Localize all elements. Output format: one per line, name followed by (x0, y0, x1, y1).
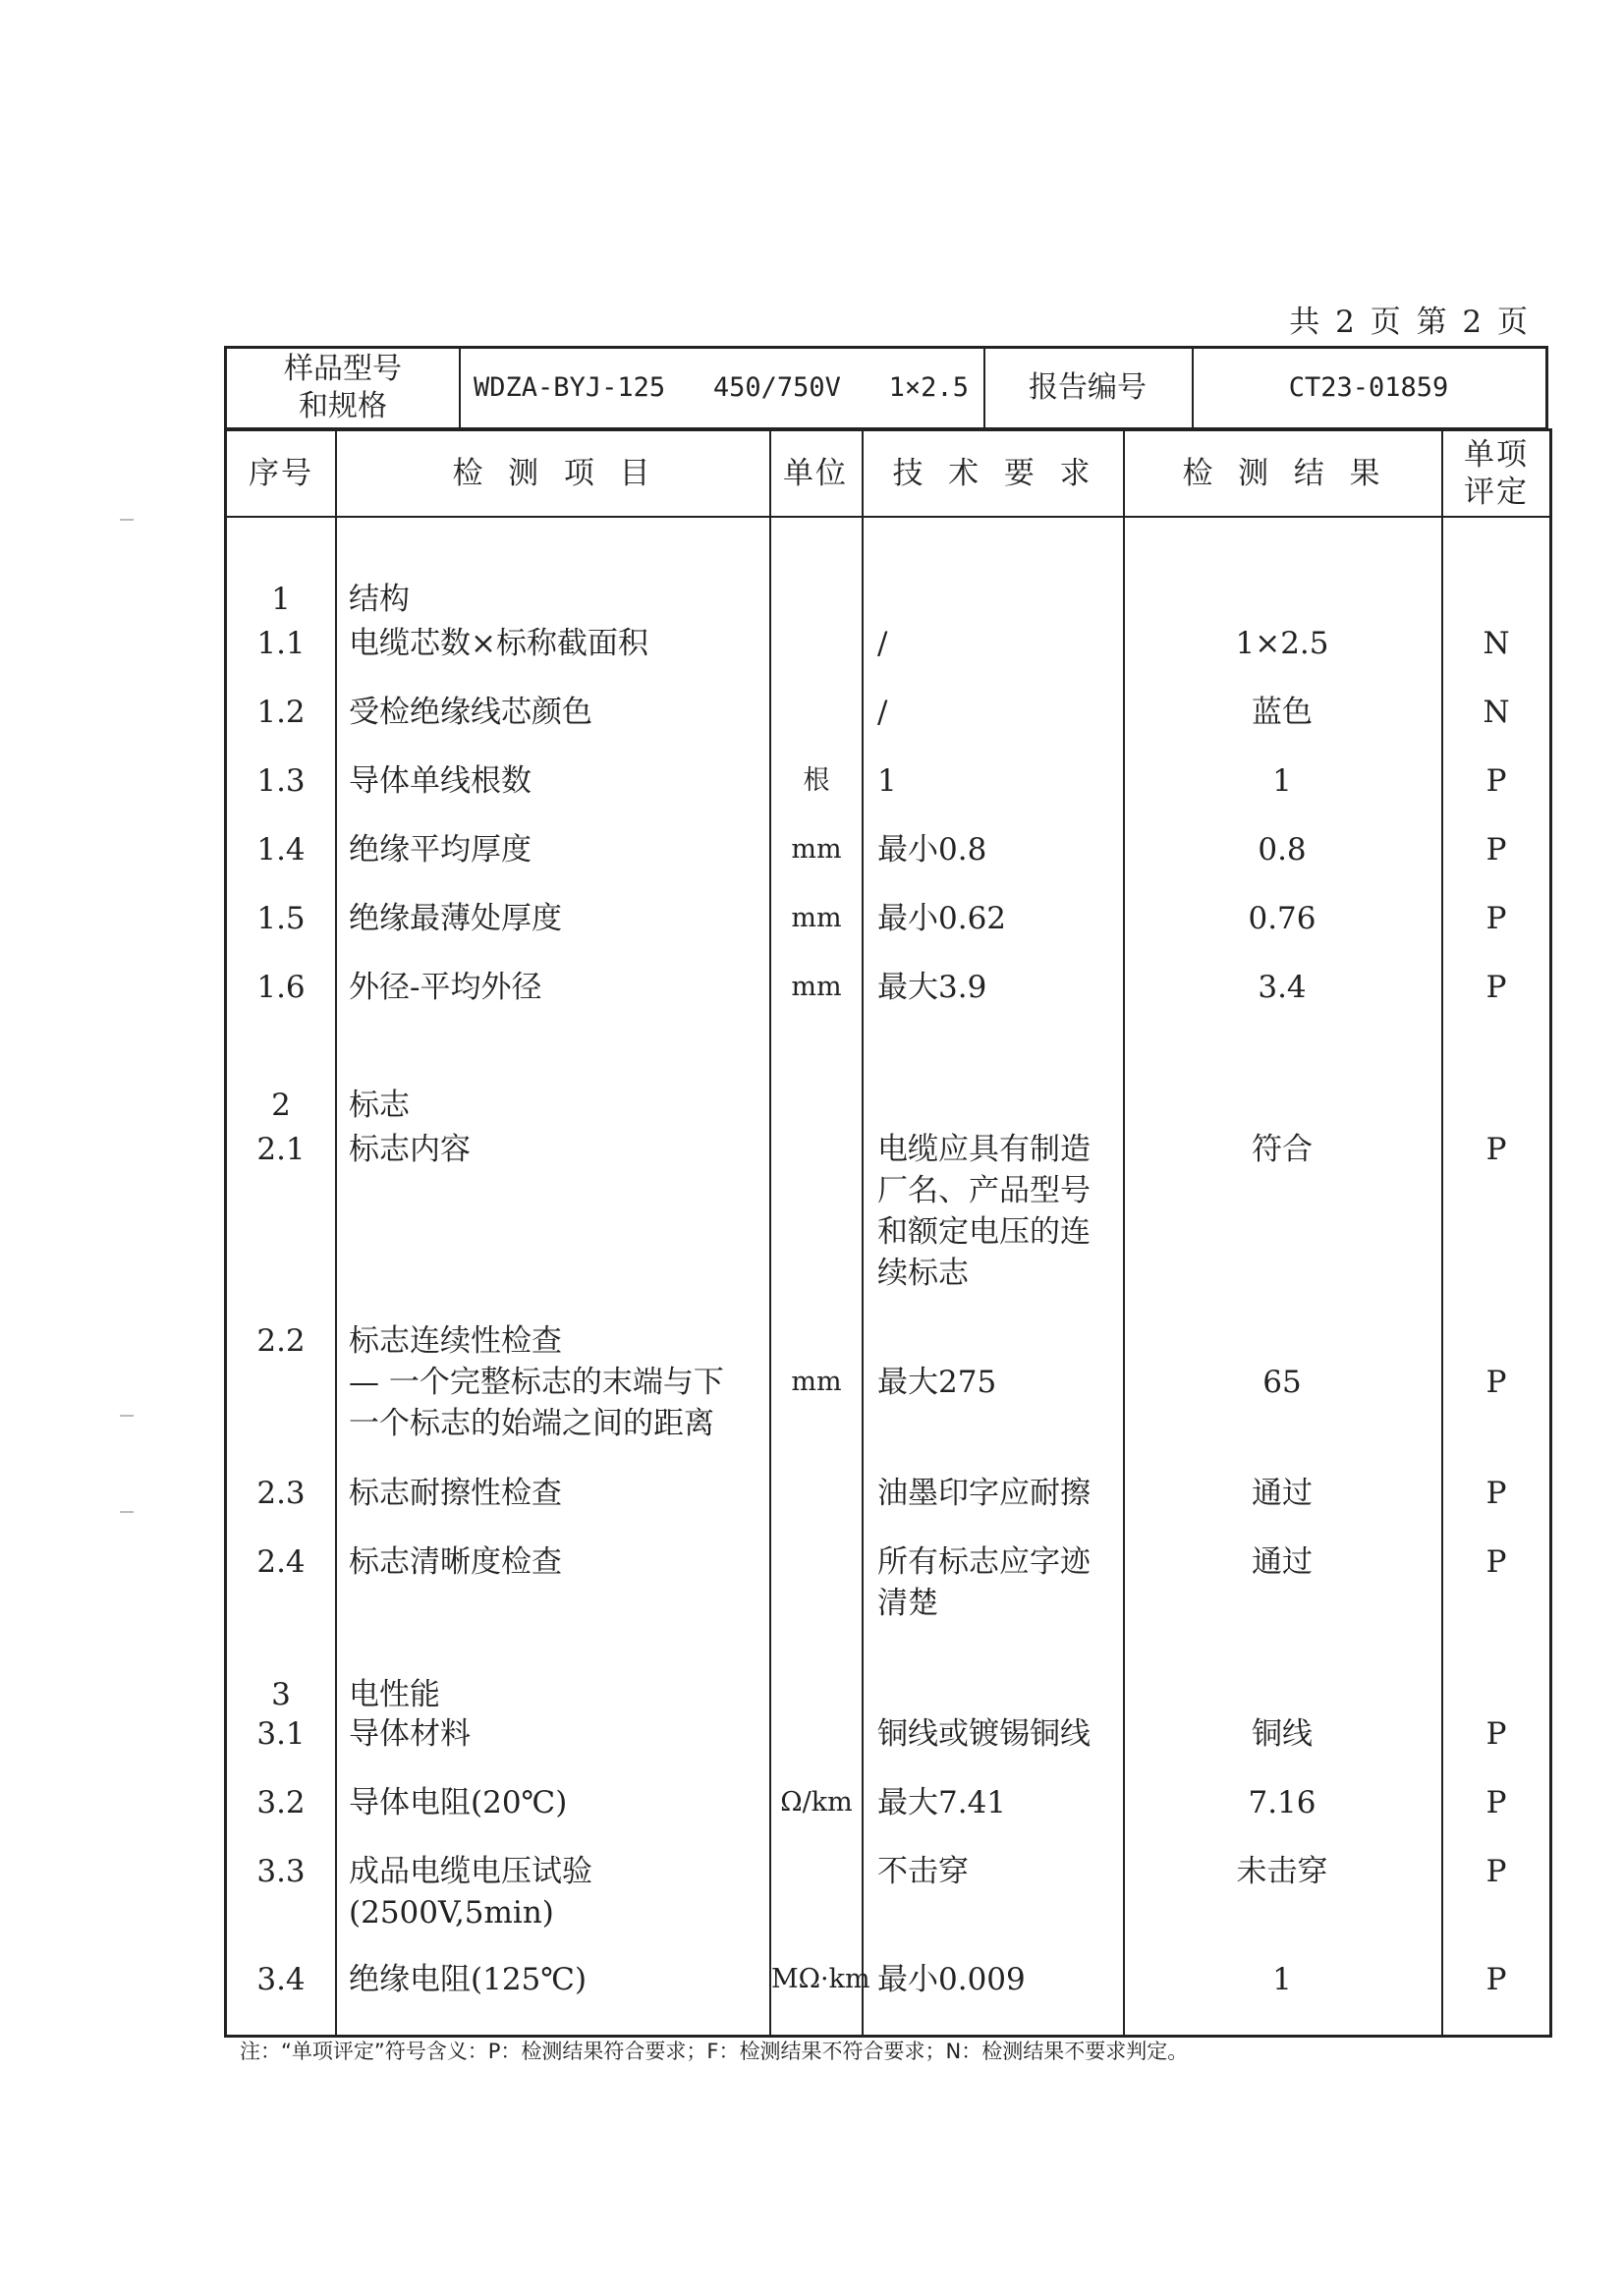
row-verdict: N (1483, 626, 1510, 661)
row-result: 通过 (1252, 1476, 1313, 1511)
row-requirement: 油墨印字应耐擦 (877, 1476, 1091, 1511)
row-verdict: P (1485, 970, 1507, 1005)
row-number: 3.4 (256, 1962, 306, 1997)
row-number: 1.3 (256, 763, 306, 799)
row-requirement: 1 (877, 763, 897, 799)
row-verdict: N (1483, 695, 1510, 730)
page-indicator: 共 2 页 第 2 页 (1289, 305, 1531, 340)
row-number: 3.2 (256, 1785, 306, 1820)
row-result: 65 (1262, 1365, 1302, 1400)
row-item: 标志连续性检查 — 一个完整标志的末端与下 一个标志的始端之间的距离 (349, 1323, 724, 1441)
row-number: 3.3 (256, 1854, 306, 1889)
row-verdict: P (1485, 1365, 1507, 1400)
row-number: 2 (271, 1088, 291, 1123)
col-header-requirement: 技 术 要 求 (892, 456, 1092, 491)
row-result: 7.16 (1248, 1785, 1316, 1820)
row-verdict: P (1485, 763, 1507, 799)
col-header-seq: 序号 (249, 456, 313, 491)
row-number: 2.1 (256, 1132, 306, 1167)
row-unit: 根 (803, 765, 830, 796)
col-header-result: 检 测 结 果 (1182, 456, 1382, 491)
row-result: 1 (1272, 763, 1292, 799)
col-header-item: 检 测 项 目 (452, 456, 652, 491)
row-requirement: 铜线或镀锡铜线 (877, 1716, 1091, 1752)
row-result: 0.76 (1248, 901, 1316, 936)
row-number: 3.1 (256, 1716, 306, 1752)
row-item: 外径-平均外径 (349, 970, 542, 1005)
row-unit: MΩ·km (771, 1964, 870, 1994)
row-verdict: P (1485, 1785, 1507, 1820)
row-item: 结构 (349, 582, 410, 617)
row-requirement: 最小0.62 (877, 901, 1007, 936)
row-item: 受检绝缘线芯颜色 (349, 695, 592, 730)
row-number: 1 (271, 582, 291, 617)
row-item: 绝缘平均厚度 (349, 832, 532, 868)
row-unit: mm (791, 903, 842, 933)
row-verdict: P (1485, 1962, 1507, 1997)
row-requirement: 电缆应具有制造 厂名、产品型号 和额定电压的连 续标志 (877, 1132, 1091, 1291)
row-item: 标志内容 (349, 1132, 471, 1167)
scan-speck (120, 1511, 134, 1513)
row-unit: mm (791, 1367, 842, 1397)
row-item: 电缆芯数×标称截面积 (349, 626, 648, 661)
model-spec-label: 样品型号 和规格 (284, 352, 402, 423)
row-item: 绝缘电阻(125℃) (349, 1962, 588, 1997)
row-number: 1.4 (256, 832, 306, 868)
row-item: 标志 (349, 1088, 410, 1123)
row-item: 导体电阻(20℃) (349, 1785, 568, 1820)
row-item: 电性能 (349, 1677, 440, 1712)
row-unit: Ω/km (780, 1787, 853, 1818)
row-requirement: 最大7.41 (877, 1785, 1007, 1820)
scan-speck (120, 519, 134, 521)
row-result: 0.8 (1258, 832, 1307, 868)
row-item: 成品电缆电压试验 (2500V,5min) (349, 1854, 592, 1931)
row-number: 2.4 (256, 1544, 306, 1580)
row-verdict: P (1485, 1544, 1507, 1580)
row-requirement: 不击穿 (877, 1854, 969, 1889)
row-requirement: / (877, 626, 888, 661)
row-result: 铜线 (1252, 1716, 1313, 1752)
row-requirement: 最小0.8 (877, 832, 987, 868)
report-number-label: 报告编号 (1029, 370, 1147, 405)
row-number: 1.1 (256, 626, 306, 661)
row-result: 1 (1272, 1962, 1292, 1997)
test-results-table (224, 428, 1552, 2038)
row-number: 1.6 (256, 970, 306, 1005)
row-requirement: 最大275 (877, 1365, 997, 1400)
row-result: 蓝色 (1252, 695, 1313, 730)
row-result: 未击穿 (1236, 1854, 1328, 1889)
row-verdict: P (1485, 1716, 1507, 1752)
row-unit: mm (791, 834, 842, 865)
row-result: 3.4 (1258, 970, 1307, 1005)
row-number: 2.2 (256, 1323, 306, 1359)
row-number: 1.5 (256, 901, 306, 936)
row-verdict: P (1485, 1476, 1507, 1511)
footnote: 注：“单项评定”符号含义：P：检测结果符合要求；F：检测结果不符合要求；N：检测结果不要求判定。 (240, 2040, 1189, 2063)
row-number: 3 (271, 1677, 291, 1712)
row-requirement: / (877, 695, 888, 730)
row-number: 2.3 (256, 1476, 306, 1511)
row-item: 绝缘最薄处厚度 (349, 901, 562, 936)
col-header-unit: 单位 (783, 456, 848, 491)
row-result: 符合 (1252, 1132, 1313, 1167)
row-item: 导体单线根数 (349, 763, 532, 799)
row-item: 导体材料 (349, 1716, 471, 1752)
row-verdict: P (1485, 901, 1507, 936)
row-result: 1×2.5 (1235, 626, 1329, 661)
row-verdict: P (1485, 1132, 1507, 1167)
row-requirement: 所有标志应字迹 清楚 (877, 1544, 1091, 1621)
seal-stamp (1452, 1100, 1624, 1356)
model-spec-value: WDZA-BYJ-125 450/750V 1×2.5 (474, 372, 969, 403)
report-header-table (224, 346, 1548, 430)
row-requirement: 最小0.009 (877, 1962, 1026, 1997)
row-item: 标志清晰度检查 (349, 1544, 562, 1580)
row-verdict: P (1485, 1854, 1507, 1889)
row-requirement: 最大3.9 (877, 970, 987, 1005)
row-number: 1.2 (256, 695, 306, 730)
row-unit: mm (791, 972, 842, 1002)
report-number-value: CT23-01859 (1288, 372, 1449, 403)
row-verdict: P (1485, 832, 1507, 868)
row-result: 通过 (1252, 1544, 1313, 1580)
scan-speck (120, 1415, 134, 1417)
col-header-verdict: 单项 评定 (1464, 437, 1529, 510)
row-item: 标志耐擦性检查 (349, 1476, 562, 1511)
